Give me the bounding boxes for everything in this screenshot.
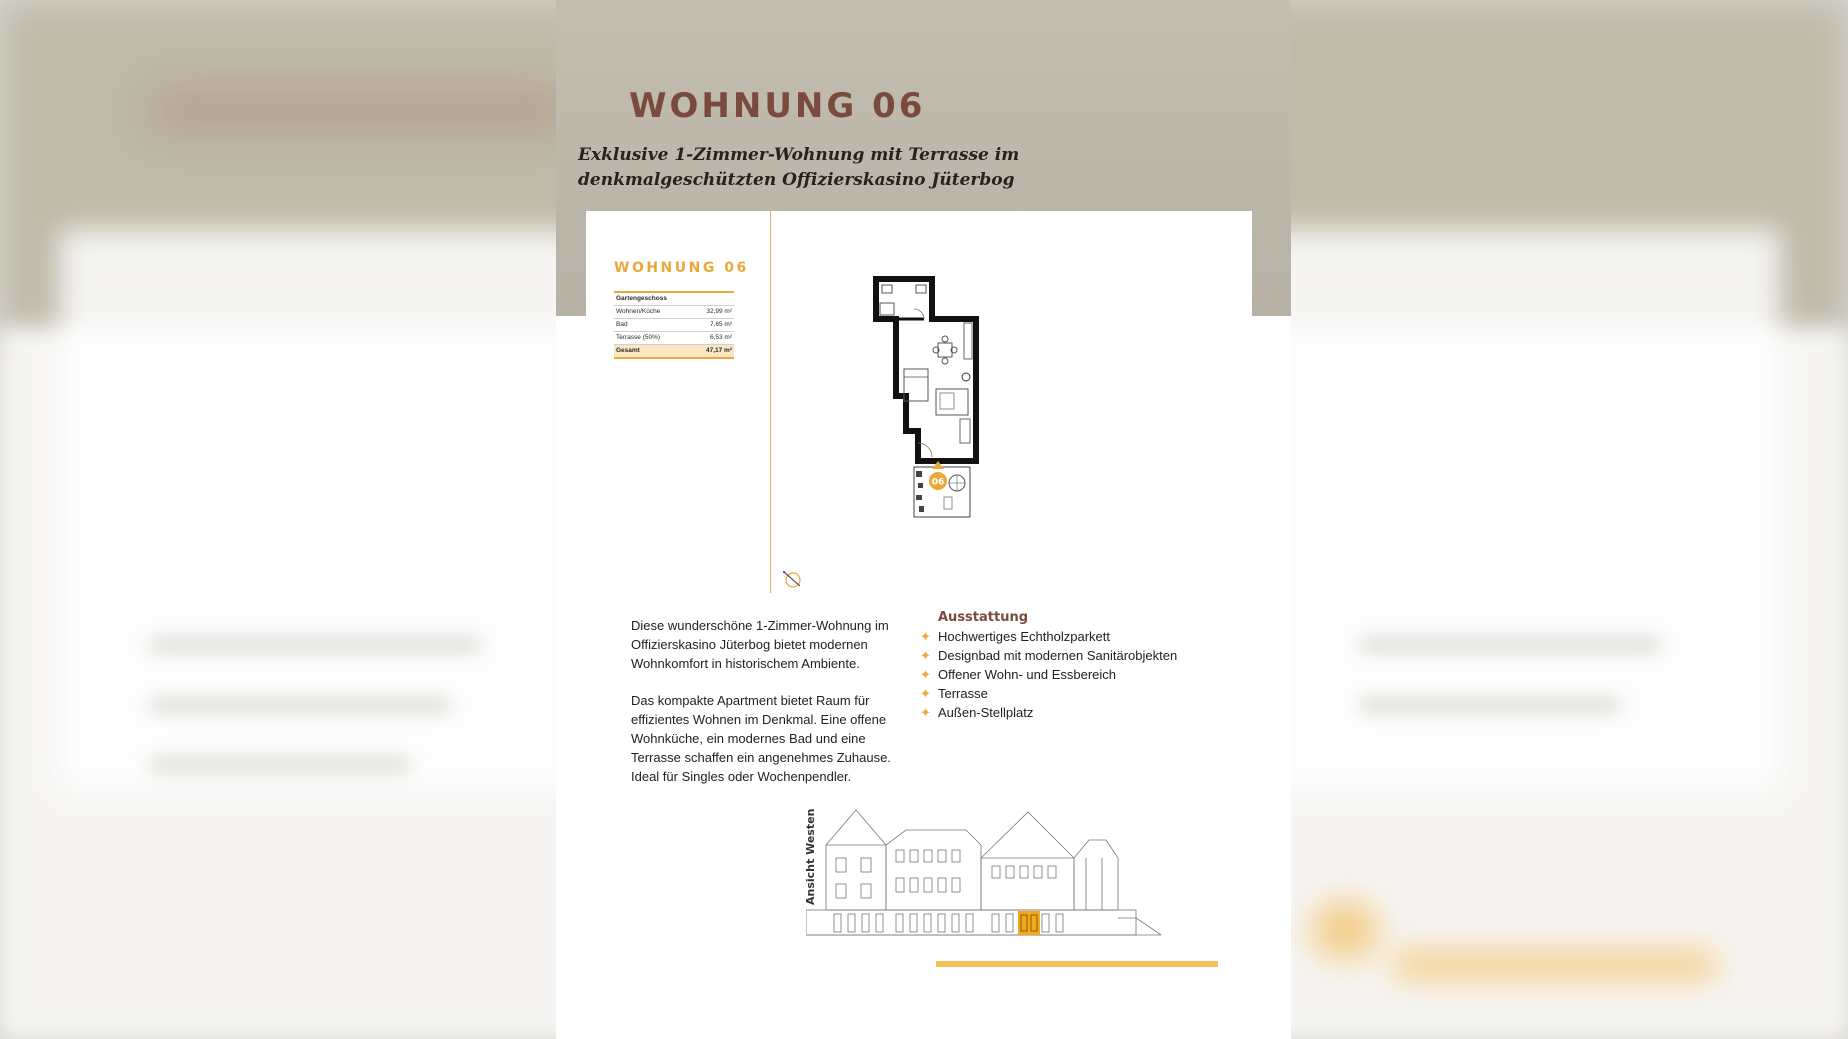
- area-value: 6,53 m²: [709, 334, 732, 341]
- area-row: [614, 332, 734, 345]
- description-paragraph-2: Das kompakte Apartment bietet Raum für effizientes Wohnen im Denkmal. Eine offene Wohnküche, ein modernes Bad und eine Terrasse schaffen ein angenehmes Zuhause. Ideal für Singles oder Wochenpendler.: [631, 693, 891, 784]
- feature-label: Offener Wohn- und Essbereich: [938, 667, 1117, 682]
- area-value: 7,65 m²: [709, 321, 732, 328]
- area-label: Wohnen/Küche: [616, 308, 661, 315]
- area-total-value: 47,17 m²: [705, 347, 732, 354]
- area-label: Bad: [616, 321, 628, 328]
- area-table: [614, 291, 734, 359]
- sparkle-icon: ✦: [920, 667, 931, 682]
- feature-label: Designbad mit modernen Sanitärobjekten: [938, 648, 1178, 663]
- area-total-label: Gesamt: [616, 347, 640, 354]
- subtitle-line-2: denkmalgeschützten Offizierskasino Jüterbog: [578, 170, 1015, 190]
- floorplan-drawing: [866, 271, 1066, 531]
- feature-item: [918, 684, 1218, 703]
- accent-bar: [936, 961, 1218, 967]
- feature-item: [918, 646, 1218, 665]
- page-subtitle: [578, 143, 1098, 193]
- page-title: WOHNUNG 06: [629, 86, 926, 126]
- feature-item: [918, 703, 1218, 722]
- unit-marker: 06: [931, 477, 945, 488]
- elevation-label: Ansicht Westen: [804, 808, 817, 905]
- area-value: 32,99 m²: [706, 308, 732, 315]
- sparkle-icon: ✦: [920, 648, 931, 663]
- feature-label: Hochwertiges Echtholzparkett: [938, 629, 1110, 644]
- sparkle-icon: ✦: [920, 705, 931, 720]
- feature-item: [918, 627, 1218, 646]
- building-elevation-drawing: [806, 800, 1166, 940]
- features-list: [918, 610, 1218, 722]
- area-label: Terrasse (50%): [616, 334, 661, 341]
- area-row: [614, 319, 734, 332]
- sparkle-icon: ✦: [920, 629, 931, 644]
- sparkle-icon: ✦: [920, 686, 931, 701]
- divider-line: [770, 211, 771, 593]
- feature-label: Außen-Stellplatz: [938, 705, 1034, 720]
- area-total-row: [614, 345, 734, 359]
- description-paragraph-1: Diese wunderschöne 1-Zimmer-Wohnung im Offizierskasino Jüterbog bietet modernen Wohnkomfort in historischem Ambiente.: [631, 618, 889, 671]
- compass-icon: [781, 568, 803, 590]
- feature-label: Terrasse: [938, 686, 988, 701]
- area-header-label: Gartengeschoss: [616, 295, 667, 302]
- description: [631, 616, 901, 804]
- subtitle-line-1: Exklusive 1-Zimmer-Wohnung mit Terrasse im: [578, 145, 1020, 165]
- area-table-header: [614, 293, 734, 306]
- feature-item: [918, 665, 1218, 684]
- card-heading: WOHNUNG 06: [614, 260, 749, 276]
- floorplan-card: [586, 211, 1252, 593]
- features-title: Ausstattung: [938, 610, 1029, 625]
- document-page: [556, 0, 1291, 1039]
- area-row: [614, 306, 734, 319]
